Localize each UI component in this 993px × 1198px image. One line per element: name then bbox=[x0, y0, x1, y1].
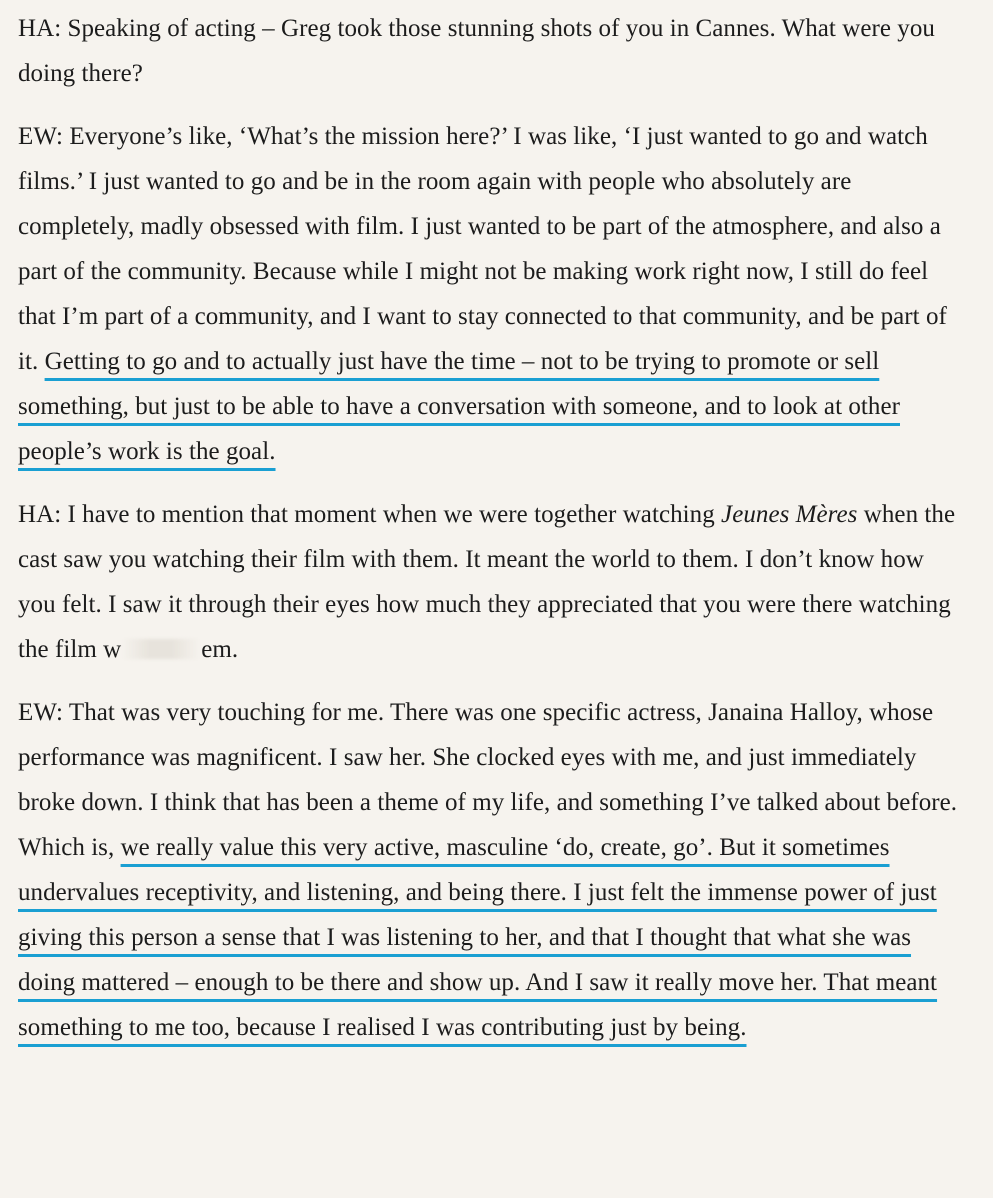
highlighted-quote: Getting to go and to actually just have the time – not to be trying to promote or sell something, but just to be able to have a conversation with someone, and to look at other people’s work is the goal. bbox=[18, 348, 900, 465]
question-text-continued: when the cast saw you watching their film with them. It meant the world to them. I don’t know how you felt. I saw it through their eyes how much they appreciated that you were there watching the film w bbox=[18, 501, 956, 663]
answer-text: EW: That was very touching for me. There was one specific actress, Janaina Halloy, whose performance was magnificent. I saw her. She clocked eyes with me, and just immediately broke down. I think that has been a theme of my life, and something I’ve talked about before. Which is, bbox=[18, 699, 958, 861]
question-text: HA: I have to mention that moment when we were together watching bbox=[18, 501, 722, 528]
answer-cannes bbox=[18, 114, 958, 474]
film-title: Jeunes Mères bbox=[721, 501, 858, 528]
highlighted-quote: we really value this very active, masculine ‘do, create, go’. But it sometimes undervalues receptivity, and listening, and being there. I just felt the immense power of just giving this person a sense that I was listening to her, and that I thought that what she was doing mattered – enough to be there and show up. And I saw it really move her. That meant something to me too, because I realised I was contributing just by being. bbox=[18, 834, 938, 1041]
question-cannes bbox=[18, 6, 958, 96]
question-text: HA: Speaking of acting – Greg took those stunning shots of you in Cannes. What were you doing there? bbox=[18, 15, 935, 87]
question-jeunes-meres bbox=[18, 492, 958, 672]
answer-text: EW: Everyone’s like, ‘What’s the mission here?’ I was like, ‘I just wanted to go and watch films.’ I just wanted to go and be in the room again with people who absolutely are completely, madly obsessed with film. I just wanted to be part of the atmosphere, and also a part of the community. Because while I might not be making work right now, I still do feel that I’m part of a community, and I want to stay connected to that community, and be part of it. bbox=[18, 123, 947, 375]
smudged-text bbox=[122, 639, 200, 659]
answer-touching bbox=[18, 690, 958, 1050]
question-text-end: em. bbox=[201, 636, 239, 663]
